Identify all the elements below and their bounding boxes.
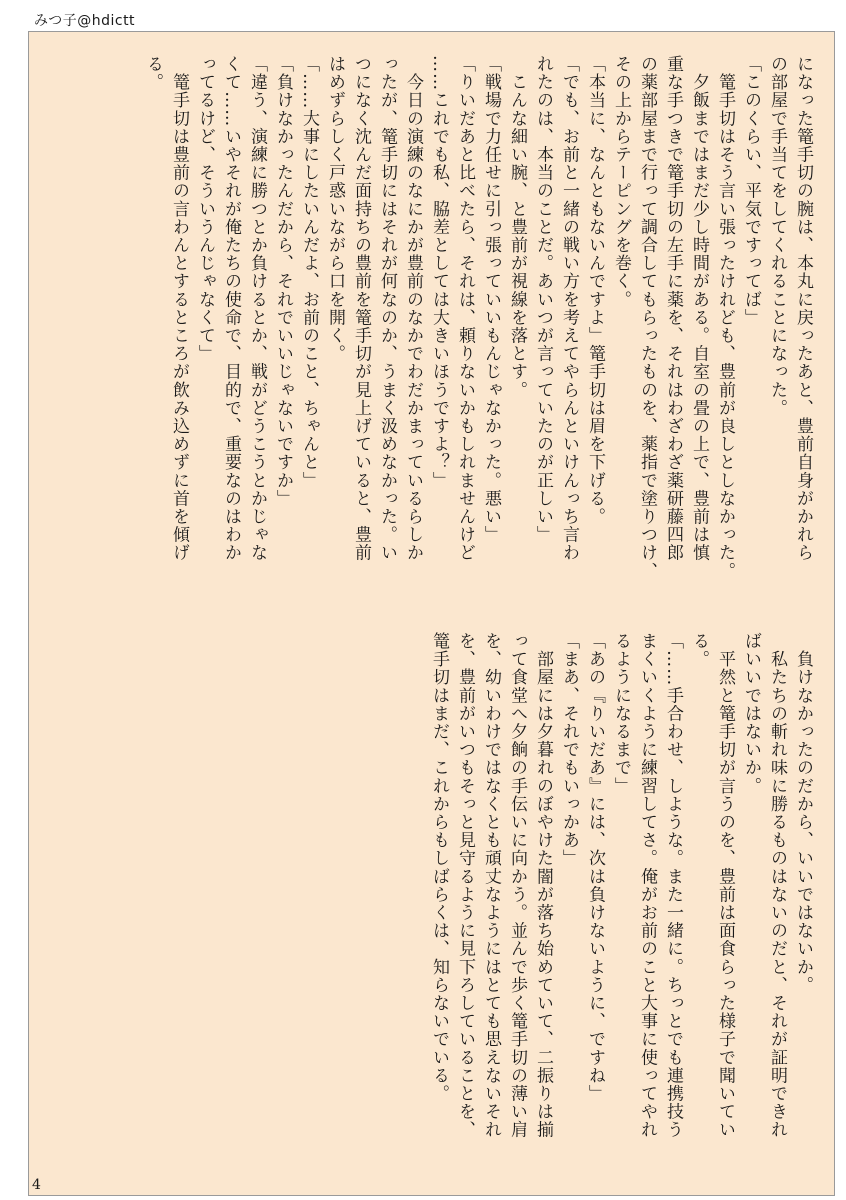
text-line: ったが、篭手切にはそれが何なのか、うまく汲めなかった。い [377, 55, 397, 562]
text-line: つになく沈んだ面持ちの豊前を篭手切が見上げていると、豊前 [351, 55, 371, 562]
text-line: 「まあ、それでもいっかあ」 [559, 632, 579, 868]
text-line: 「……大事にしたいんだよ、お前のこと、ちゃんと」 [299, 55, 319, 490]
text-line: 「あの『りいだあ』には、次は負けないように、ですね」 [585, 632, 605, 1103]
text-line: 平然と篭手切が言うのを、豊前は面食らった様子で聞いてい [715, 632, 735, 1139]
text-line: 「負けなかったんだから、それでいいじゃないですか」 [273, 55, 293, 508]
text-line: 夕飯まではまだ少し時間がある。自室の畳の上で、豊前は慎 [689, 55, 709, 562]
text-line: ばいいではないか。 [741, 632, 761, 795]
text-line: 篭手切はまだ、これからもしばらくは、知らないでいる。 [429, 632, 449, 1103]
text-line: を、幼いわけではなくとも頑丈なようにはとても思えないそれ [481, 632, 501, 1139]
text-line: の部屋で手当てをしてくれることになった。 [767, 55, 787, 417]
text-line: 「戦場で力任せに引っ張っていいもんじゃなかった。悪い」 [481, 55, 501, 544]
text-line: 篭手切はそう言い張ったけれども、豊前が良しとしなかった。 [715, 55, 735, 580]
text-line: を、豊前がいつもそっと見守るように見下ろしていることを、 [455, 632, 475, 1139]
text-line: はめずらしく戸惑いながら口を開く。 [325, 55, 345, 363]
author-handle: みつ子@hdictt [34, 13, 136, 29]
text-line: る。 [143, 55, 163, 92]
text-line: 「違う、演練に勝つとか負けるとか、戦がどうこうとかじゃな [247, 55, 267, 562]
text-line: ……これでも私、脇差としては大きいほうですよ？」 [429, 55, 449, 490]
text-line: って食堂へ夕餉の手伝いに向かう。並んで歩く篭手切の薄い肩 [507, 632, 527, 1139]
text-line: 「このくらい、平気ですってば」 [741, 55, 761, 327]
text-line: まくいくように練習してさ。俺がお前のこと大事に使ってやれ [637, 632, 657, 1139]
text-line: ってるけど、そういうんじゃなくて」 [195, 55, 215, 363]
text-line: 「……手合わせ、しような。また一緒に。ちっとでも連携技う [663, 632, 683, 1139]
text-line: 部屋には夕暮れのぼやけた闇が落ち始めていて、二振りは揃 [533, 632, 553, 1139]
text-line: 「りいだあと比べたら、それは、頼りないかもしれませんけど [455, 55, 475, 562]
page-number: 4 [32, 1177, 41, 1193]
text-line: になった篭手切の腕は、本丸に戻ったあと、豊前自身がかれら [793, 55, 813, 562]
text-line: 負けなかったのだから、いいではないか。 [793, 632, 813, 994]
upper-text-column [140, 55, 816, 600]
text-line: る。 [689, 632, 709, 669]
text-line: 「本当に、なんともないんですよ」篭手切は眉を下げる。 [585, 55, 605, 526]
text-line: 今日の演練のなにかが豊前のなかでわだかまっているらしか [403, 55, 423, 562]
text-line: 私たちの斬れ味に勝るものはないのだと、それが証明できれ [767, 632, 787, 1139]
text-line: くて……いやそれが俺たちの使命で、目的で、重要なのはわか [221, 55, 241, 562]
text-line: 重な手つきで篭手切の左手に薬を、それはわざわざ薬研藤四郎 [663, 55, 683, 562]
text-line: その上からテーピングを巻く。 [611, 55, 631, 309]
lower-text-column [426, 632, 816, 1177]
text-line: こんな細い腕、と豊前が視線を落とす。 [507, 55, 527, 399]
text-line: の薬部屋まで行って調合してもらったものを、薬指で塗りつけ、 [637, 55, 657, 580]
text-line: 「でも、お前と一緒の戦い方を考えてやらんといけんっち言わ [559, 55, 579, 562]
text-line: れたのは、本当のことだ。あいつが言っていたのが正しい」 [533, 55, 553, 544]
text-line: 篭手切は豊前の言わんとするところが飲み込めずに首を傾げ [169, 55, 189, 562]
text-line: るようになるまで」 [611, 632, 631, 795]
